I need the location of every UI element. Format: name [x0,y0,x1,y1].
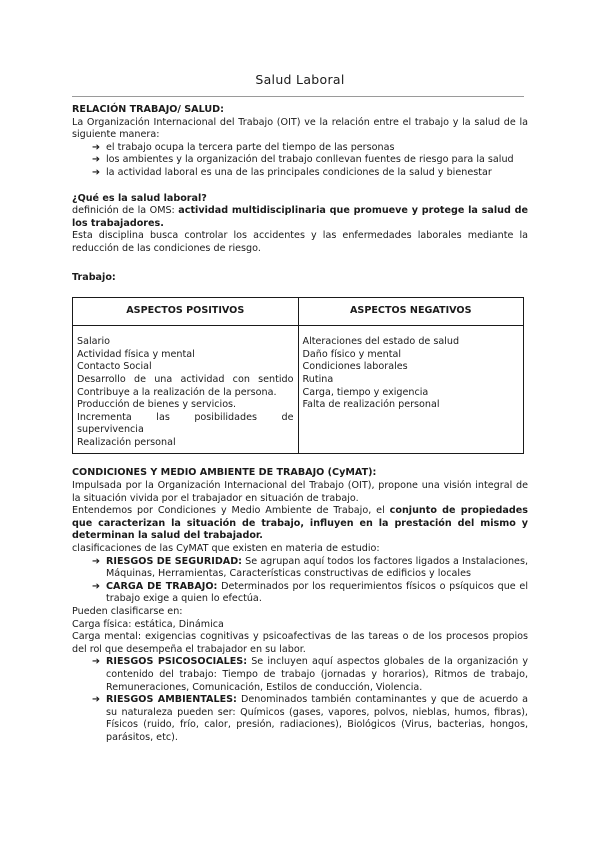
arrow-right-icon: ➔ [92,154,101,166]
table-cell-item: Producción de bienes y servicios. [77,399,237,411]
oms-definition: definición de la OMS: actividad multidisciplinaria que promueve y protege la salud de los trabajadores. [72,205,528,229]
table-cell-item: Alteraciones del estado de salud [302,336,460,348]
que-es-text: Esta disciplina busca controlar los accidentes y las enfermedades laborales mediante la reducción de las condiciones de riesgo. [72,230,528,254]
title-divider [72,96,524,97]
list-item: ➔ RIESGOS AMBIENTALES: Denominados también contaminantes y que de acuerdo a su naturaleza pueden ser: Químicos (gases, vapores, polvos, nieblas, humos, fibras), Físicos (ruido, frío, calor, presión, radiaciones), Biológicos (Virus, bacterias, hongos, parásitos, etc). [92,694,528,743]
cymat-risk-list-1 [72,556,528,606]
list-item: ➔ CARGA DE TRABAJO: Determinados por los requerimientos físicos o psíquicos que el trabajo exige a quien lo efectúa. [92,580,528,605]
arrow-right-icon: ➔ [92,580,101,592]
list-item: ➔ la actividad laboral es una de las principales condiciones de la salud y bienestar [92,166,492,178]
section-heading-cymat: CONDICIONES Y MEDIO AMBIENTE DE TRABAJO (CyMAT): [72,467,377,479]
table-cell-item: Contacto Social [77,361,152,373]
cymat-paragraph-2: Entendemos por Condiciones y Medio Ambiente de Trabajo, el conjunto de propiedades que caracterizan la situación de trabajo, influyen en la prestación del mismo y determinan la salud del trabajador. [72,505,528,542]
table-cell-item: Realización personal [77,436,176,448]
cymat-paragraph-1: Impulsada por la Organización Internacional del Trabajo (OIT), propone una visión integral de la situación vivida por el trabajador en situación de trabajo. [72,480,528,504]
document-body [72,104,528,745]
arrow-right-icon: ➔ [92,656,101,668]
table-cell-item: Carga, tiempo y exigencia [302,386,429,398]
table-cell-item: Desarrollo de una actividad con sentido [77,373,294,385]
section-heading-relacion: RELACIÓN TRABAJO/ SALUD: [72,104,224,115]
positive-aspects-cell [73,326,299,454]
cymat-paragraph-3: clasificaciones de las CyMAT que existen en materia de estudio: [72,543,380,555]
table-cell-item: Incrementa las posibilidades de supervivencia [77,411,294,436]
list-item: ➔ RIESGOS PSICOSOCIALES: Se incluyen aquí aspectos globales de la organización y contenido del trabajo: Tiempo de trabajo (jornadas y horarios), Ritmos de trabajo, Remuneraciones, Comunicación, Estilos de conducción, Violencia. [92,656,528,693]
cymat-risk-list-2 [72,656,528,744]
column-header-negative: ASPECTOS NEGATIVOS [298,298,524,326]
negative-aspects-cell [298,326,524,454]
page-title: Salud Laboral [255,72,345,87]
cymat-paragraph-5: Carga física: estática, Dinámica [72,618,224,630]
section-heading-trabajo: Trabajo: [72,271,116,283]
aspects-table [72,297,524,454]
arrow-right-icon: ➔ [92,141,101,153]
arrow-right-icon: ➔ [92,694,101,706]
table-cell-item: Salario [77,336,110,348]
table-cell-item: Condiciones laborales [302,361,408,373]
relacion-bullet-list [72,142,528,180]
table-cell-item: Falta de realización personal [302,399,440,411]
arrow-right-icon: ➔ [92,166,101,178]
table-cell-item: Actividad física y mental [77,348,195,360]
cymat-paragraph-6: Carga mental: exigencias cognitivas y psicoafectivas de las tareas o de los procesos propios del rol que desempeña el trabajador en su labor. [72,631,528,655]
cymat-paragraph-4: Pueden clasificarse en: [72,606,183,617]
arrow-right-icon: ➔ [92,555,101,567]
list-item: ➔ los ambientes y la organización del trabajo conllevan fuentes de riesgo para la salud [92,154,514,166]
list-item: ➔ el trabajo ocupa la tercera parte del tiempo de las personas [92,141,395,153]
list-item: ➔ RIESGOS DE SEGURIDAD: Se agrupan aquí todos los factores ligados a Instalaciones, Máquinas, Herramientas, Características constructivas de edificios y locales [92,555,528,580]
table-cell-item: Daño físico y mental [302,348,402,360]
relacion-intro: La Organización Internacional del Trabajo (OIT) ve la relación entre el trabajo y la salud de la siguiente manera: [72,116,528,141]
section-heading-que-es: ¿Qué es la salud laboral? [72,192,207,204]
table-cell-item: Rutina [302,373,334,385]
column-header-positive: ASPECTOS POSITIVOS [73,298,299,326]
table-cell-item: Contribuye a la realización de la persona. [77,386,277,398]
